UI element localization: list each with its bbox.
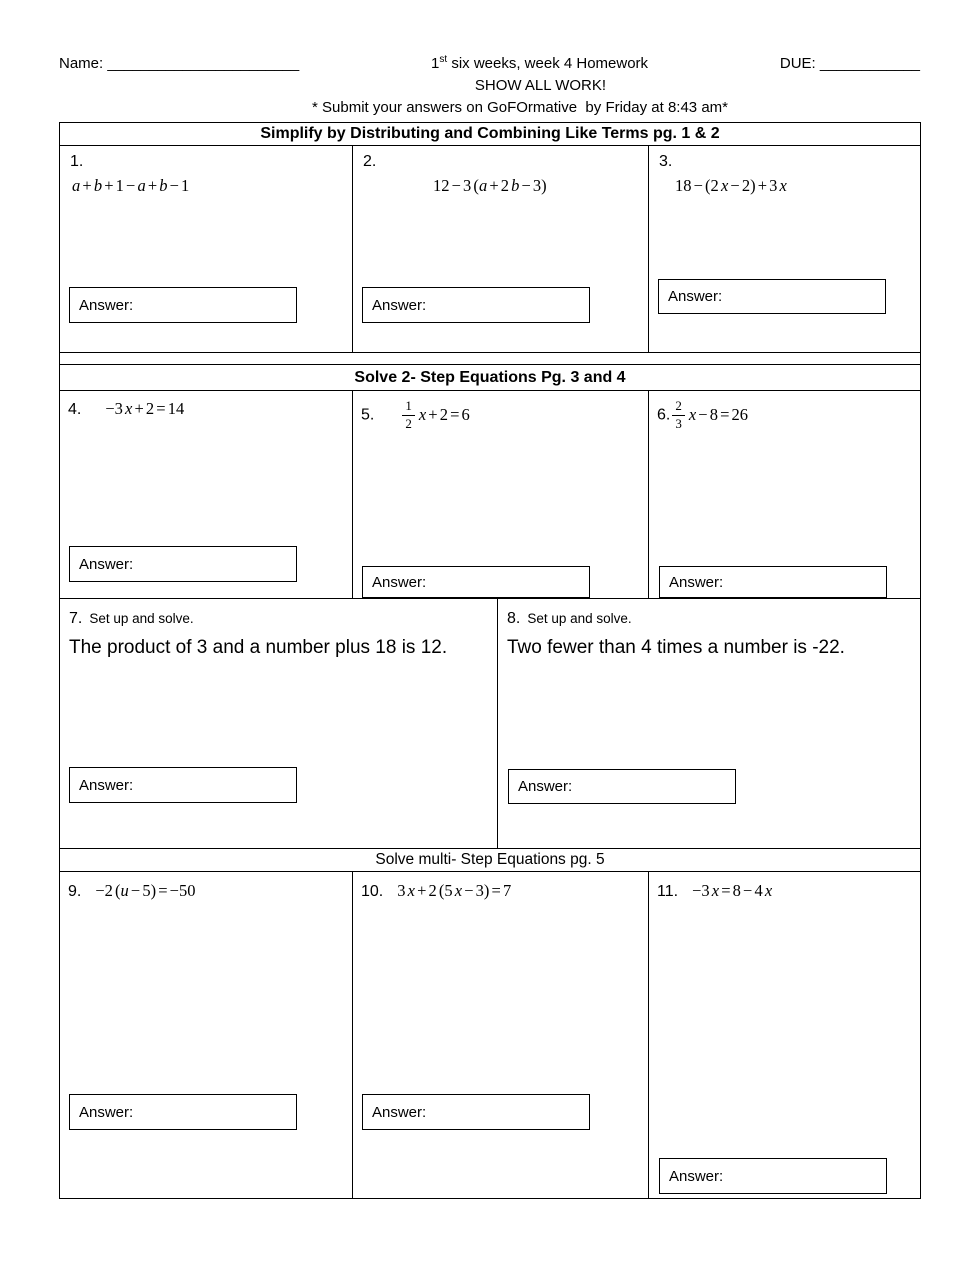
answer-label: Answer:: [79, 1103, 134, 1121]
header-line: [59, 54, 920, 72]
answer-label: Answer:: [668, 288, 723, 305]
problem-10-expression: 3 x + 2 (5 x − 3) = 7: [397, 881, 512, 900]
problems-row-1: [60, 146, 920, 353]
answer-box-1[interactable]: [69, 287, 297, 323]
answer-label: Answer:: [372, 573, 427, 591]
worksheet-title: [431, 54, 648, 72]
problem-9-cell: [60, 872, 353, 1198]
answer-box-11[interactable]: [659, 1158, 887, 1194]
problem-2-expression: 12 − 3 (a + 2 b − 3): [433, 176, 547, 195]
problem-5: [353, 391, 648, 432]
submit-note: * Submit your answers on GoFOrmative by Friday at 8:43 am*: [312, 99, 728, 116]
problems-row-4: [60, 872, 920, 1198]
answer-box-5[interactable]: [362, 566, 590, 598]
problem-6-cell: [649, 391, 920, 598]
title-ordinal: st: [439, 54, 448, 65]
problem-2-number: 2.: [363, 153, 377, 170]
problems-row-3: [60, 599, 920, 849]
answer-label: Answer:: [372, 296, 427, 314]
answer-label: Answer:: [372, 1103, 427, 1121]
problem-11-expression: −3 x = 8 − 4 x: [692, 881, 773, 900]
problem-8-statement: Two fewer than 4 times a number is -22.: [507, 637, 845, 658]
problem-5-number: 5.: [361, 406, 375, 424]
problem-3-cell: [649, 146, 920, 352]
problem-7-number: 7.: [69, 610, 83, 627]
problem-7-statement: The product of 3 and a number plus 18 is 12.: [69, 637, 448, 658]
answer-label: Answer:: [79, 555, 134, 573]
answer-label: Answer:: [669, 1167, 724, 1185]
problem-5-expression: x + 2 = 6: [418, 404, 470, 424]
problem-4-expression: −3 x + 2 = 14: [105, 399, 185, 418]
answer-box-7[interactable]: [69, 767, 297, 803]
problem-9: [60, 872, 352, 901]
answer-box-4[interactable]: [69, 546, 297, 582]
problem-9-number: 9.: [68, 883, 82, 900]
problem-4-cell: [60, 391, 353, 598]
problem-10: [353, 872, 648, 901]
fraction: [402, 399, 415, 432]
fraction-numerator: 2: [672, 399, 685, 416]
fraction: [672, 399, 685, 432]
answer-label: Answer:: [79, 296, 134, 314]
answer-box-6[interactable]: [659, 566, 887, 598]
problem-11: [649, 872, 920, 901]
worksheet-table: [59, 122, 921, 1199]
problem-11-cell: [649, 872, 920, 1198]
section-header-simplify: Simplify by Distributing and Combining Like Terms pg. 1 & 2: [60, 123, 920, 146]
problem-5-cell: [353, 391, 649, 598]
problem-6-expression: x − 8 = 26: [688, 404, 749, 424]
problem-3-number: 3.: [659, 153, 673, 170]
answer-label: Answer:: [669, 573, 724, 591]
problem-8-cell: [498, 599, 920, 848]
answer-box-10[interactable]: [362, 1094, 590, 1130]
problem-4-number: 4.: [68, 401, 82, 418]
problem-8-instruction: Set up and solve.: [527, 611, 632, 626]
problem-11-number: 11.: [657, 883, 679, 900]
problem-10-cell: [353, 872, 649, 1198]
fraction-denominator: 2: [405, 415, 412, 431]
problem-4: [60, 391, 352, 419]
problem-6: [649, 391, 920, 432]
problem-7-instruction: Set up and solve.: [89, 611, 194, 626]
section-header-multi-step: Solve multi- Step Equations pg. 5: [60, 849, 920, 872]
fraction-denominator: 3: [675, 415, 682, 431]
due-blank: DUE: ____________: [779, 55, 920, 72]
answer-box-2[interactable]: [362, 287, 590, 323]
show-all-work-text: SHOW ALL WORK!: [474, 77, 607, 94]
problem-8-number: 8.: [507, 610, 521, 627]
problem-1-cell: [60, 146, 353, 352]
problem-7-cell: [60, 599, 498, 848]
section-header-two-step: Solve 2- Step Equations Pg. 3 and 4: [60, 365, 920, 391]
problems-row-2: [60, 391, 920, 599]
problem-1-expression: a + b + 1 − a + b − 1: [72, 176, 190, 195]
answer-box-3[interactable]: [658, 279, 886, 314]
name-blank: Name: _______________________: [59, 55, 300, 72]
problem-9-expression: −2 (u − 5) = −50: [95, 881, 196, 900]
answer-label: Answer:: [518, 778, 573, 795]
answer-box-8[interactable]: [508, 769, 736, 804]
answer-box-9[interactable]: [69, 1094, 297, 1130]
problem-2-cell: [353, 146, 649, 352]
answer-label: Answer:: [79, 776, 134, 794]
fraction-numerator: 1: [402, 399, 415, 416]
problem-8: [498, 599, 920, 628]
problem-7: [60, 599, 497, 628]
problem-1-number: 1.: [70, 153, 84, 170]
table-spacer-row: [60, 353, 920, 365]
title-number: 1: [431, 55, 440, 72]
problem-10-number: 10.: [361, 883, 384, 900]
problem-6-number: 6.: [657, 406, 671, 424]
title-rest: six weeks, week 4 Homework: [447, 55, 649, 72]
problem-3-expression: 18 − (2 x − 2) + 3 x: [675, 176, 787, 195]
